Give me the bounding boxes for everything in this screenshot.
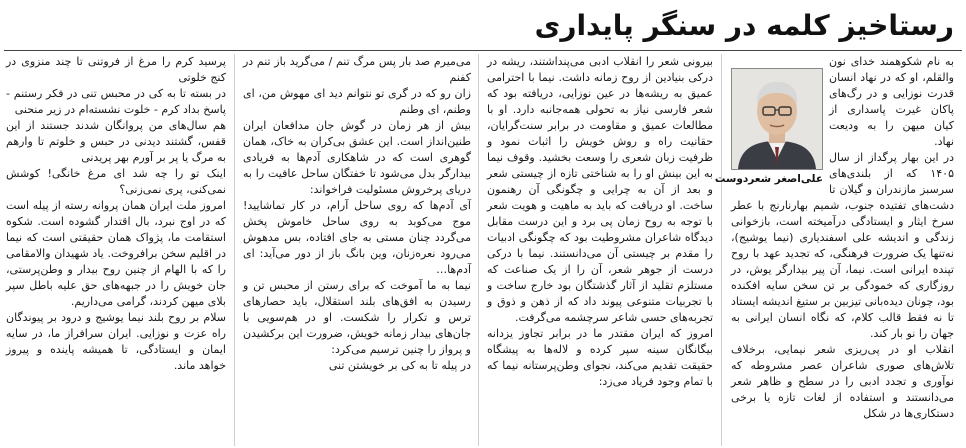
article-column-1	[714, 54, 954, 448]
poem-line: پرسید کرم را مرغ از فروتنی تا چند منزوی در کنج خلوتی	[6, 55, 226, 84]
poem-line: در بسته تا به کی در محبس تنی در فکر رستنم - پاسخ بداد کرم - خلوت نشسته‌ام در زیر منحنی	[6, 87, 226, 116]
author-photo-box	[714, 68, 823, 186]
column-divider	[721, 54, 722, 446]
paragraph: انقلاب او در پی‌ریزی شعر نیمایی، برخلاف تلاش‌های صوری شاعران عصر مشروطه که نوآوری و تجدد ادبی را در سطح و ظاهر شعر می‌دانستند و استفاده از لغات تازه یا برخی دستکاری‌ها در شکل	[731, 343, 954, 420]
poem-line: می‌میرم صد بار پس مرگ تنم / می‌گرید باز تنم در کفنم	[243, 55, 471, 84]
paragraph: امروز ملت ایران همان پروانه رسته از پیله است که در اوج نبرد، بال اقتدار گشوده است. شکوه استقامت ما، پژواک همان حقیقتی است که نیما در اقلیم سخن برافروخت. یاد شهیدان والامقامی را که با الهام از چنین روح بیدار و وطن‌پرستی، جان خویش را در جبهه‌های حق علیه باطل سپر بلای میهن کردند، گرامی می‌داریم.	[6, 199, 226, 308]
paragraph: نیما به ما آموخت که برای رستن از محبس تن و رسیدن به افق‌های بلند استقلال، باید حصارهای ترس و تکرار را شکست. او در هم‌سویی با جان‌های بیدار زمانه خویش، ضرورت این برکشیدن و پرواز را چنین ترسیم می‌کرد:	[243, 279, 471, 356]
poem-line: در پیله تا به کی بر خویشتن تنی	[328, 359, 471, 372]
author-photo	[731, 68, 823, 170]
author-name: علی‌اصغر شعردوست	[714, 173, 823, 185]
title-divider	[4, 50, 962, 51]
paragraph: به نام شکوهمند خدای نون والقلم، او که در نهاد انسان قدرت نوزایی و در رگ‌های پاکان غیرت پاسداری از کیان میهن را به ودیعت نهاد.	[829, 55, 954, 148]
article-column-2	[487, 54, 713, 448]
paragraph: امروز که ایران مقتدر ما در برابر تجاوز یزدانه بیگانگان سینه سپر کرده و لاله‌ها به پیشگاه حقیقت تقدیم می‌کند، نجوای وطن‌پرستانه نیما که با تمام وجود فریاد می‌زد:	[487, 327, 713, 388]
paragraph: سلام بر روح بلند نیما یوشیج و درود بر پیوندگان راه عزت و نوزایی. ایران سرافراز ما، در سایه ایمان و ایستادگی، تا همیشه پاینده و پیروز خواهد ماند.	[6, 311, 226, 372]
article-title: رستاخیز کلمه در سنگر پایداری	[534, 9, 954, 42]
article-column-4	[6, 54, 226, 448]
poem-line: آی آدم‌ها که روی ساحل آرام، در کار تماشایید! موج می‌کوبد به روی ساحل خاموش پخش می‌گردد چنان مستی به جای افتاده، بس مدهوش می‌رود نعره‌زنان، وین بانگ باز از دور می‌آید: ای آدم‌ها…	[243, 199, 471, 276]
column-divider	[478, 54, 479, 446]
paragraph: بیرونی شعر را انقلاب ادبی می‌پنداشتند، ریشه در درکی بنیادین از روح زمانه داشت. نیما با احترامی عمیق به ریشه‌ها در عین نوزایی، دریافته بود که شعر فارسی نیاز به تحولی همه‌جانبه دارد. او با مطالعات عمیق و مقاومت در برابر سنت‌گرایان، حقانیت راه و روش خویش را اثبات نمود و ظرفیت زبان شعری را وسعت بخشید. وقوف نیما به این بینش او را به شناختی تازه از چیستی شعر و بعد از آن به چرایی و چگونگی آن رهنمون ساخت. او دریافت که باید به ماهیت و هویت شعر با توجه به روح زمان پی برد و این درست مقابل دیدگاه شاعران مشروطیت بود که چگونگی ادبیات را مقدم بر چیستی آن می‌دانستند. نیما با درکی درست از جوهر شعر، آن را از یک صناعت که مستلزم تقلید از آثار گذشتگان بود خارج ساخت و با تجربیات متنوعی پیوند داد که از ذهن و ذوق و تجربه‌های حسی شاعر سرچشمه می‌گرفت.	[487, 55, 713, 324]
article-column-3	[243, 54, 471, 448]
poem-line: هم سال‌های من پروانگان شدند جستند از این قفس، گشتند دیدنی در حبس و خلوتم تا وارهم به مرگ یا پر بر آورم بهر پریدنی	[6, 119, 226, 164]
paragraph: بیش از هر زمان در گوش جان مدافعان ایران طنین‌انداز است. این عشق بی‌کران به خاک، همان گوهری است که در شاهکاری آدم‌ها به فریادی بیدارگر بدل می‌شود تا خفتگان ساحل عافیت را به دریای پرخروش مسئولیت فراخواند:	[243, 119, 471, 196]
column-divider	[234, 54, 235, 446]
author-portrait-icon	[732, 69, 822, 169]
poem-line: اینک تو را چه شد ای مرغ خانگی! کوشش نمی‌کنی، پری نمی‌زنی؟	[6, 167, 226, 196]
poem-line: زان رو که در گری تو نتوانم دید ای مهوش من، ای وطنم، ای وطنم	[243, 87, 471, 116]
paragraph: در این بهار پرگداز از سال ۱۴۰۵ که از بلندی‌های سرسبز مازندران و گیلان تا دشت‌های تفتیده جنوب، شمیم بهارنارنج با عطر سرخ ایثار و ایستادگی درآمیخته است، بازخوانی زندگی و اندیشه علی اسفندیاری (نیما یوشیج)، نه‌تنها یک ضرورت فرهنگی، که تجدید عهد با روح تپنده ایرانی است. نیما، آن پیر بیدارگر یوش، در روزگاری که خمودگی بر تن سخن سایه افکنده بود، چونان دیده‌بانی تیزبین بر ستیغ اندیشه ایستاد تا نه فقط قالب کلام، که نگاه انسان ایرانی به جهان را نو بار کند.	[731, 151, 954, 340]
